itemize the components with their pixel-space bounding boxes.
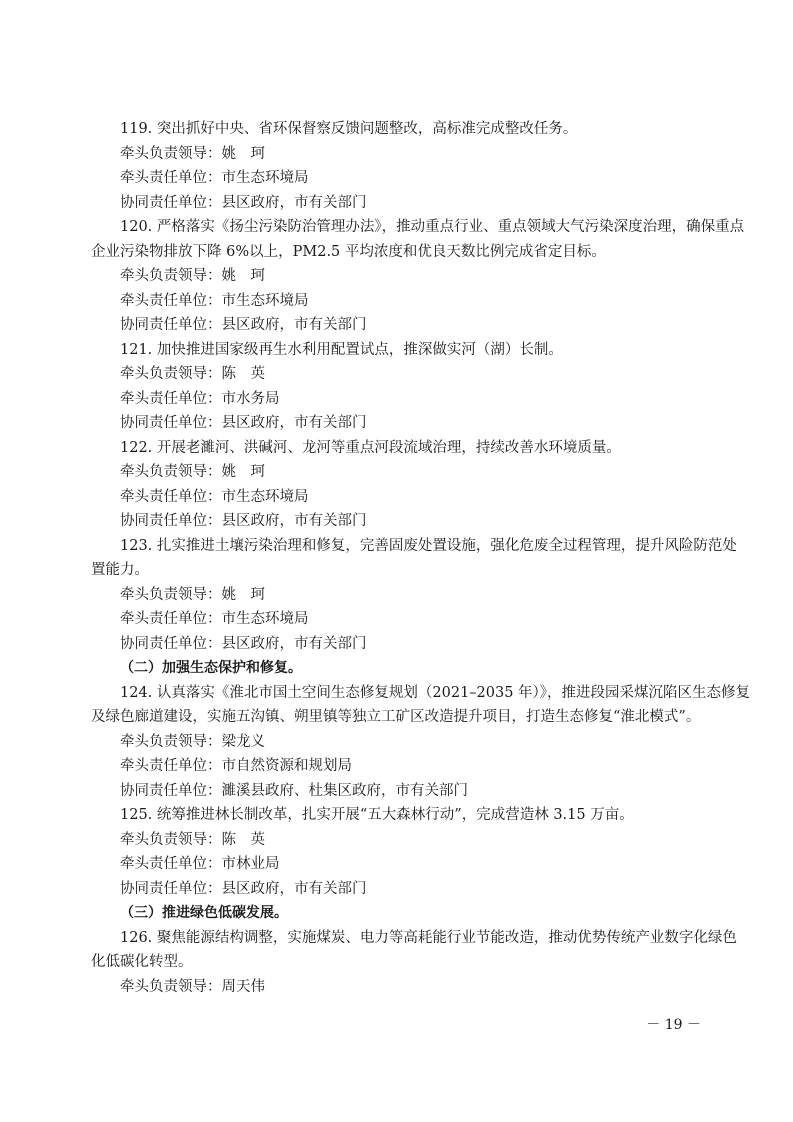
task-item: 122. 开展老濉河、洪碱河、龙河等重点河段流域治理，持续改善水环境质量。: [120, 439, 621, 456]
responsibility-line: 协同责任单位：县区政府，市有关部门: [120, 513, 367, 529]
responsibility-line: 牵头负责领导：姚 珂: [120, 464, 265, 480]
task-item-line: 120. 严格落实《扬尘污染防治管理办法》，推动重点行业、重点领域大气污染深度治理，确保重点: [120, 219, 745, 235]
responsibility-line: 牵头责任单位：市生态环境局: [120, 170, 309, 186]
responsibility-line: 牵头责任单位：市自然资源和规划局: [120, 758, 352, 774]
task-item-line: 126. 聚焦能源结构调整，实施煤炭、电力等高耗能行业节能改造，推动优势传统产业数字化绿色: [120, 929, 737, 946]
responsibility-line: 牵头负责领导：姚 珂: [120, 268, 265, 284]
task-item-continuation: 置能力。: [91, 562, 149, 578]
task-item: 125. 统筹推进林长制改革，扎实开展“五大森林行动”，完成营造林 3.15 万亩。: [120, 807, 634, 823]
responsibility-line: 牵头负责领导：姚 珂: [120, 145, 265, 162]
responsibility-line: 牵头责任单位：市生态环境局: [120, 611, 309, 627]
task-item-continuation: 化低碳化转型。: [91, 954, 193, 970]
responsibility-line: 协同责任单位：县区政府，市有关部门: [120, 635, 367, 652]
responsibility-line: 牵头负责领导：姚 珂: [120, 586, 265, 603]
responsibility-line: 协同责任单位：县区政府，市有关部门: [120, 880, 367, 897]
responsibility-line: 牵头责任单位：市生态环境局: [120, 488, 309, 505]
section-heading: （三）推进绿色低碳发展。: [120, 905, 288, 921]
section-heading: （二）加强生态保护和修复。: [120, 660, 302, 676]
task-item-continuation: 及绿色廊道建设，实施五沟镇、朔里镇等独立工矿区改造提升项目，打造生态修复“淮北模式”。: [91, 709, 701, 725]
page-number: － 19 －: [646, 1017, 701, 1033]
responsibility-line: 牵头责任单位：市林业局: [120, 856, 280, 872]
responsibility-line: 协同责任单位：县区政府，市有关部门: [120, 317, 367, 333]
responsibility-line: 牵头责任单位：市水务局: [120, 390, 280, 407]
task-item-continuation: 企业污染物排放下降 6%以上，PM2.5 平均浓度和优良天数比例完成省定目标。: [91, 243, 606, 260]
task-item: 121. 加快推进国家级再生水利用配置试点，推深做实河（湖）长制。: [120, 341, 563, 358]
responsibility-line: 牵头负责领导：梁龙义: [120, 733, 265, 750]
responsibility-line: 牵头负责领导：陈 英: [120, 366, 265, 382]
responsibility-line: 牵头责任单位：市生态环境局: [120, 292, 309, 309]
responsibility-line: 协同责任单位：县区政府，市有关部门: [120, 415, 367, 431]
document-body: [91, 117, 751, 999]
responsibility-line: 协同责任单位：县区政府，市有关部门: [120, 194, 367, 211]
responsibility-line: 协同责任单位：濉溪县政府、杜集区政府，市有关部门: [120, 782, 468, 799]
responsibility-line: 牵头负责领导：陈 英: [120, 831, 265, 848]
task-item-line: 124. 认真落实《淮北市国土空间生态修复规划（2021–2035 年）》，推进段园采煤沉陷区生态修复: [120, 684, 751, 701]
responsibility-line: 牵头负责领导：周天伟: [120, 978, 265, 995]
task-item-line: 123. 扎实推进土壤污染治理和修复，完善固废处置设施，强化危废全过程管理，提升风险防范处: [120, 537, 737, 554]
task-item: 119. 突出抓好中央、省环保督察反馈问题整改，高标准完成整改任务。: [120, 121, 578, 137]
